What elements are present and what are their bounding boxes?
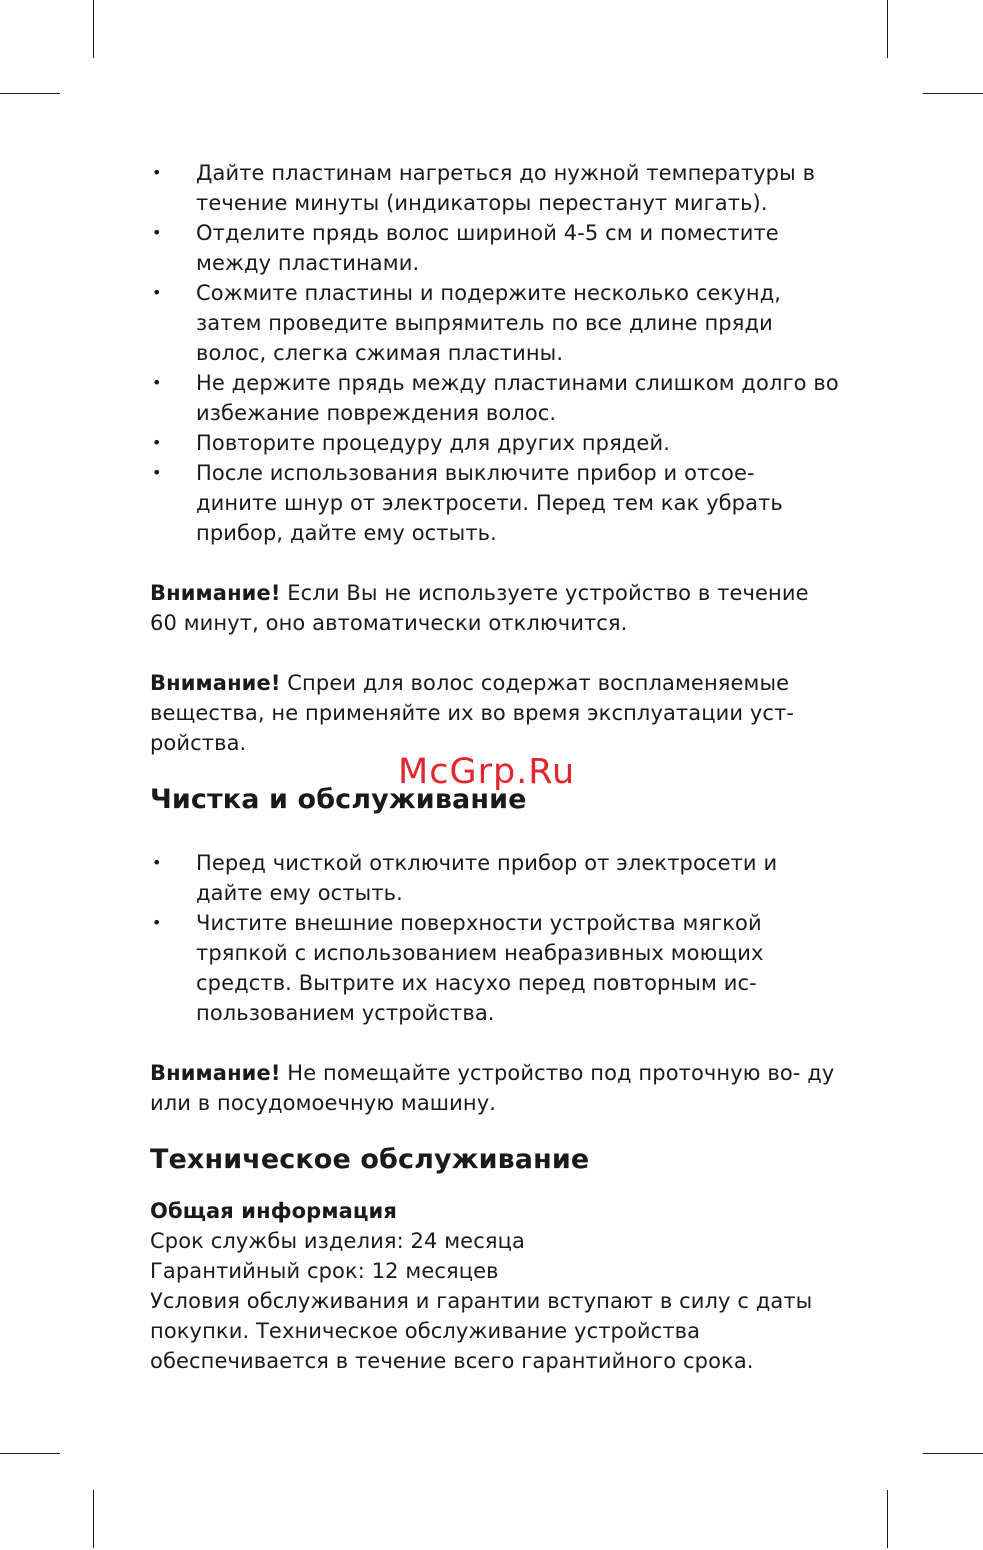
watermark-logo: McGrp.Ru xyxy=(398,752,576,792)
service-conditions: Условия обслуживания и гарантии вступают в силу с даты покупки. Техническое обслуживание устройства обеспечивается в течение всего гарантийного срока. xyxy=(150,1289,813,1373)
crop-mark-bottom-right xyxy=(887,1490,888,1548)
bullet-icon: • xyxy=(152,853,162,872)
warning-sprays: Внимание! Спреи для волос содержат воспламеняемые вещества, не применяйте их во время эксплуатации уст- ройства. xyxy=(150,671,795,755)
warning-water: Внимание! Не помещайте устройство под проточную во- ду или в посудомоечную машину. xyxy=(150,1061,835,1115)
bullet-icon: • xyxy=(152,913,162,932)
warranty-line: Гарантийный срок: 12 месяцев xyxy=(150,1259,499,1283)
list-item: • Отделите прядь волос шириной 4-5 см и поместите между пластинами. xyxy=(150,218,840,278)
crop-mark-bottom-left-h xyxy=(0,1453,60,1454)
cleaning-heading: Чистка и обслуживание xyxy=(150,784,527,815)
crop-mark-bottom-left xyxy=(93,1490,94,1548)
list-item: • Дайте пластинам нагреться до нужной температуры в течение минуты (индикаторы перестанут мигать). xyxy=(150,158,840,218)
list-item: • Повторите процедуру для других прядей. xyxy=(150,428,840,458)
crop-mark-top-left xyxy=(93,0,94,58)
list-item: • После использования выключите прибор и отсое- дините шнур от электросети. Перед тем как убрать прибор, дайте ему остыть. xyxy=(150,458,840,548)
crop-mark-top-right-h xyxy=(923,93,983,94)
bullet-icon: • xyxy=(152,283,162,302)
warning-label: Внимание! xyxy=(150,581,281,605)
service-subtitle: Общая информация xyxy=(150,1199,397,1223)
list-item: • Не держите прядь между пластинами слишком долго во избежание повреждения волос. xyxy=(150,368,840,428)
bullet-icon: • xyxy=(152,373,162,392)
bullet-icon: • xyxy=(152,433,162,452)
crop-mark-top-right xyxy=(887,0,888,58)
service-life-line: Срок службы изделия: 24 месяца xyxy=(150,1229,525,1253)
crop-mark-bottom-right-h xyxy=(923,1453,983,1454)
cleaning-list xyxy=(150,848,840,1028)
bullet-icon: • xyxy=(152,163,162,182)
warning-auto-off: Внимание! Если Вы не используете устройство в течение 60 минут, оно автоматически отключится. xyxy=(150,581,809,635)
list-item: • Сожмите пластины и подержите несколько секунд, затем проведите выпрямитель по все длине пряди волос, слегка сжимая пластины. xyxy=(150,278,840,368)
service-heading: Техническое обслуживание xyxy=(150,1144,590,1175)
crop-mark-top-left-h xyxy=(0,93,60,94)
operation-list xyxy=(150,158,840,548)
warning-label: Внимание! xyxy=(150,1061,281,1085)
list-item: • Перед чисткой отключите прибор от электросети и дайте ему остыть. xyxy=(150,848,840,908)
list-item: • Чистите внешние поверхности устройства мягкой тряпкой с использованием неабразивных моющих средств. Вытрите их насухо перед повторным ис- пользованием устройства. xyxy=(150,908,840,1028)
warning-label: Внимание! xyxy=(150,671,281,695)
bullet-icon: • xyxy=(152,223,162,242)
bullet-icon: • xyxy=(152,463,162,482)
